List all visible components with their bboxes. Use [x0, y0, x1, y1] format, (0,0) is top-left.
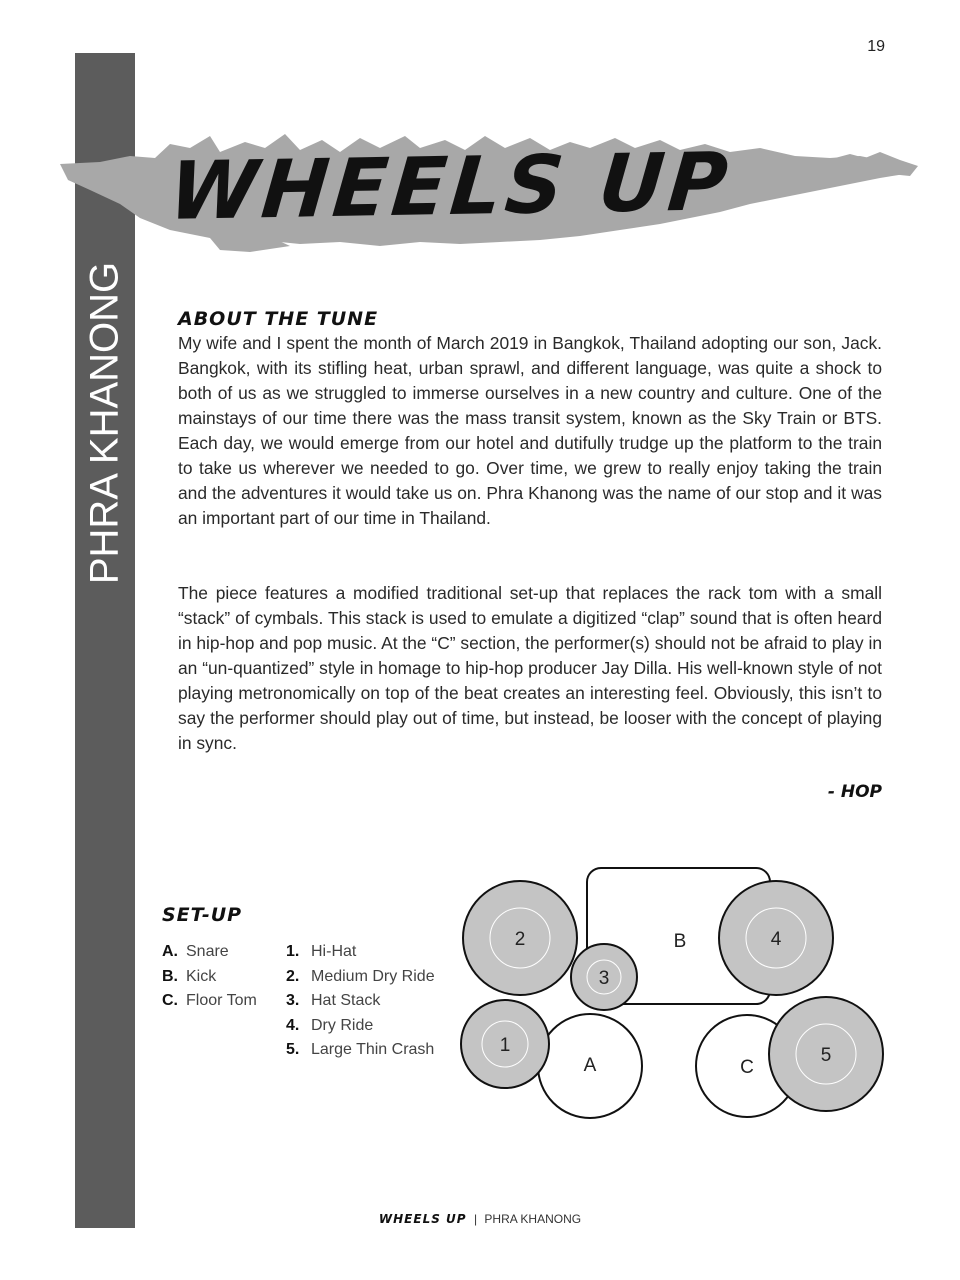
list-item [286, 989, 435, 1014]
author-signature: - HOP [827, 782, 882, 802]
snare-drum [538, 1014, 642, 1118]
page-number: 19 [867, 38, 885, 55]
list-item [286, 1014, 435, 1039]
list-item [162, 940, 257, 965]
list-item [162, 989, 257, 1014]
floor-tom-label: C [740, 1057, 754, 1079]
list-item-label: Hat Stack [311, 992, 381, 1009]
cymbal-1-label: 1 [499, 1035, 511, 1057]
cymbal-5-label: 5 [820, 1045, 832, 1067]
list-item-label: Kick [186, 967, 217, 985]
cymbal-5 [769, 997, 883, 1111]
cymbal-list [286, 940, 435, 1063]
about-heading: ABOUT THE TUNE [178, 308, 379, 330]
drum-list [162, 940, 257, 1014]
list-item-key: 1. [286, 943, 300, 960]
list-item-label: Snare [186, 943, 229, 960]
cymbal-2-label: 2 [514, 929, 526, 951]
side-title-text: PHRA KHANONG [82, 261, 127, 585]
footer-title: WHEELS UP [378, 1212, 467, 1226]
footer-separator: | [473, 1212, 478, 1226]
list-item-key: C. [162, 992, 178, 1009]
setup-heading: SET-UP [162, 904, 243, 926]
list-item-label: Large Thin Crash [311, 1041, 435, 1058]
list-item-key: B. [162, 967, 178, 985]
drum-kit-diagram [455, 862, 890, 1157]
cymbal-1 [461, 1000, 549, 1088]
list-item-label: Hi-Hat [311, 943, 357, 960]
about-paragraph-1: My wife and I spent the month of March 2019 in Bangkok, Thailand adopting our son, Jack. Bangkok, with its stifling heat, urban sprawl, and different language, was quite a shock to both of us as we struggled to immerse ourselves in a new country and culture. One of the mainstays of our time there was the mass transit system, known as the Sky Train or BTS. Each day, we would emerge from our hotel and dutifully trudge up the platform to the train to take us wherever we needed to go. Over time, we grew to really enjoy taking the train and the adventures it would take us on. Phra Khanong was the name of our stop and it was an important part of our time in Thailand. [178, 333, 882, 528]
footer-section: PHRA KHANONG [484, 1212, 582, 1226]
about-paragraph-2: The piece features a modified traditional set-up that replaces the rack tom with a small “stack” of cymbals. This stack is used to emulate a digitized “clap” sound that is often heard in hip-hop and pop music. At the “C” section, the performer(s) should not be afraid to play in an “un-quantized” style in homage to hip-hop producer Jay Dilla. His well-known style of not playing metronomically on top of the beat creates an interesting feel. Obviously, this isn’t to say the performer should play out of time, but instead, be looser with the concept of playing in sync. [178, 583, 882, 753]
cymbal-3-label: 3 [598, 968, 610, 990]
list-item-key: 3. [286, 992, 300, 1009]
list-item [286, 1038, 435, 1063]
list-item [162, 965, 257, 990]
list-item-label: Dry Ride [311, 1016, 374, 1034]
list-item-key: A. [162, 943, 178, 960]
list-item-key: 4. [286, 1016, 300, 1034]
cymbal-4-label: 4 [770, 929, 782, 951]
title-banner [60, 118, 920, 258]
list-item-label: Floor Tom [186, 992, 257, 1009]
cymbal-4 [719, 881, 833, 995]
page-title: WHEELS UP [165, 135, 736, 238]
list-item [286, 965, 435, 990]
snare-drum-label: A [583, 1055, 597, 1077]
list-item-key: 2. [286, 967, 300, 985]
list-item-label: Medium Dry Ride [311, 967, 435, 985]
page-footer [0, 1212, 960, 1226]
list-item-key: 5. [286, 1041, 300, 1058]
list-item [286, 940, 435, 965]
kick-drum-label: B [673, 931, 687, 953]
cymbal-3 [571, 944, 637, 1010]
cymbal-2 [463, 881, 577, 995]
